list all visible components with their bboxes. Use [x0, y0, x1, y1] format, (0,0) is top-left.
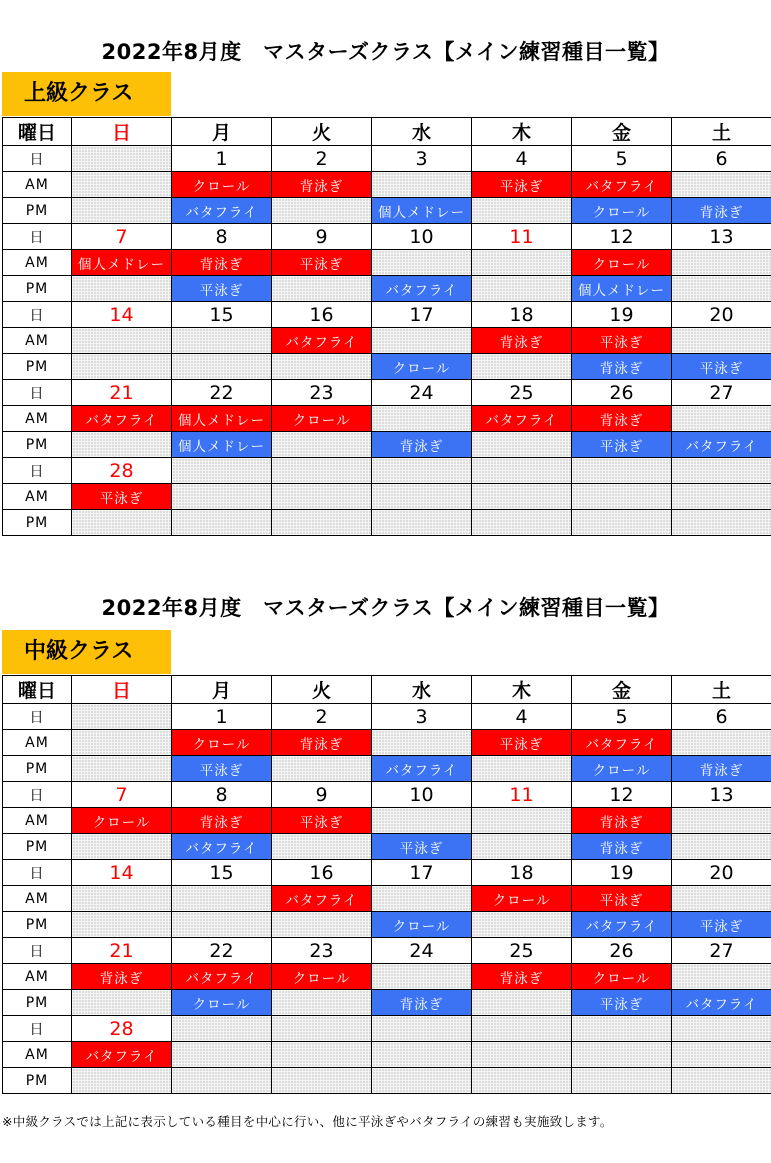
- am-row: [3, 886, 771, 912]
- empty-cell: [272, 990, 372, 1016]
- row-label: PM: [3, 990, 72, 1016]
- empty-cell: [572, 510, 672, 536]
- empty-cell: [272, 756, 372, 782]
- pm-event: クロール: [372, 912, 472, 938]
- weekday-header: 木: [472, 118, 572, 146]
- date-cell: 5: [572, 146, 672, 172]
- date-cell: 16: [272, 302, 372, 328]
- am-row: [3, 964, 771, 990]
- empty-cell: [172, 484, 272, 510]
- pm-event: バタフライ: [672, 432, 771, 458]
- pm-event: 平泳ぎ: [372, 834, 472, 860]
- pm-event: バタフライ: [672, 990, 771, 1016]
- empty-cell: [372, 886, 472, 912]
- empty-cell: [372, 328, 472, 354]
- pm-event: クロール: [172, 990, 272, 1016]
- date-cell: 18: [472, 860, 572, 886]
- pm-event: 平泳ぎ: [572, 990, 672, 1016]
- empty-cell: [472, 1016, 572, 1042]
- row-label: PM: [3, 1068, 72, 1094]
- date-cell: 1: [172, 704, 272, 730]
- pm-event: 背泳ぎ: [372, 432, 472, 458]
- row-label: AM: [3, 808, 72, 834]
- date-cell: 14: [72, 302, 172, 328]
- pm-row: [3, 354, 771, 380]
- date-row: [3, 380, 771, 406]
- date-row: [3, 146, 771, 172]
- date-cell: 27: [672, 938, 771, 964]
- am-event: 個人メドレー: [172, 406, 272, 432]
- pm-event: 平泳ぎ: [172, 756, 272, 782]
- row-label: 曜日: [3, 118, 72, 146]
- am-event: 背泳ぎ: [472, 328, 572, 354]
- date-cell: 7: [72, 782, 172, 808]
- row-label: PM: [3, 834, 72, 860]
- date-cell: 2: [272, 146, 372, 172]
- row-label: 日: [3, 1016, 72, 1042]
- empty-cell: [372, 458, 472, 484]
- row-label: PM: [3, 432, 72, 458]
- am-row: [3, 406, 771, 432]
- empty-cell: [272, 276, 372, 302]
- empty-cell: [72, 510, 172, 536]
- empty-cell: [272, 484, 372, 510]
- empty-cell: [72, 354, 172, 380]
- page-title: 2022年8月度 マスターズクラス【メイン練習種目一覧】: [101, 40, 670, 64]
- am-event: クロール: [72, 808, 172, 834]
- empty-cell: [72, 730, 172, 756]
- empty-cell: [672, 834, 771, 860]
- empty-cell: [472, 432, 572, 458]
- date-cell: 23: [272, 380, 372, 406]
- row-label: 日: [3, 860, 72, 886]
- am-event: クロール: [472, 886, 572, 912]
- date-cell: 11: [472, 224, 572, 250]
- am-event: クロール: [572, 250, 672, 276]
- date-cell: 26: [572, 938, 672, 964]
- empty-cell: [372, 1068, 472, 1094]
- am-event: バタフライ: [272, 328, 372, 354]
- pm-row: [3, 432, 771, 458]
- empty-cell: [72, 328, 172, 354]
- pm-event: バタフライ: [372, 756, 472, 782]
- date-cell: 19: [572, 860, 672, 886]
- am-event: 平泳ぎ: [572, 328, 672, 354]
- am-event: 平泳ぎ: [472, 730, 572, 756]
- date-cell: 7: [72, 224, 172, 250]
- empty-cell: [272, 458, 372, 484]
- pm-event: 平泳ぎ: [672, 354, 771, 380]
- empty-cell: [472, 510, 572, 536]
- am-row: [3, 484, 771, 510]
- date-cell: 25: [472, 938, 572, 964]
- pm-event: 平泳ぎ: [672, 912, 771, 938]
- date-cell: 5: [572, 704, 672, 730]
- empty-cell: [272, 1016, 372, 1042]
- date-cell: 20: [672, 860, 771, 886]
- weekday-header: 月: [172, 118, 272, 146]
- am-row: [3, 1042, 771, 1068]
- empty-cell: [372, 964, 472, 990]
- empty-cell: [372, 406, 472, 432]
- date-cell: 23: [272, 938, 372, 964]
- empty-cell: [472, 912, 572, 938]
- empty-cell: [672, 964, 771, 990]
- weekday-header: 土: [672, 676, 771, 704]
- empty-cell: [672, 458, 771, 484]
- date-row: [3, 938, 771, 964]
- am-event: 平泳ぎ: [272, 808, 372, 834]
- date-cell: 22: [172, 938, 272, 964]
- date-cell: 9: [272, 224, 372, 250]
- row-label: AM: [3, 484, 72, 510]
- date-cell: 11: [472, 782, 572, 808]
- empty-cell: [672, 406, 771, 432]
- empty-cell: [272, 432, 372, 458]
- empty-cell: [272, 354, 372, 380]
- empty-cell: [472, 250, 572, 276]
- pm-event: 個人メドレー: [372, 198, 472, 224]
- empty-cell: [72, 146, 172, 172]
- empty-cell: [672, 886, 771, 912]
- am-event: 背泳ぎ: [72, 964, 172, 990]
- date-cell: 16: [272, 860, 372, 886]
- empty-cell: [172, 354, 272, 380]
- row-label: 日: [3, 938, 72, 964]
- date-cell: 6: [672, 704, 771, 730]
- class-label: 中級クラス: [2, 630, 171, 674]
- row-label: AM: [3, 406, 72, 432]
- row-label: AM: [3, 886, 72, 912]
- row-label: AM: [3, 730, 72, 756]
- pm-event: クロール: [572, 756, 672, 782]
- row-label: 日: [3, 704, 72, 730]
- weekday-header: 木: [472, 676, 572, 704]
- pm-row: [3, 198, 771, 224]
- pm-event: 背泳ぎ: [372, 990, 472, 1016]
- am-event: クロール: [272, 964, 372, 990]
- schedule-table: [2, 117, 771, 536]
- weekday-header: 日: [72, 118, 172, 146]
- empty-cell: [472, 834, 572, 860]
- am-event: クロール: [172, 730, 272, 756]
- weekday-header: 火: [272, 118, 372, 146]
- am-event: バタフライ: [172, 964, 272, 990]
- row-label: AM: [3, 250, 72, 276]
- date-row: [3, 458, 771, 484]
- am-event: バタフライ: [72, 1042, 172, 1068]
- am-event: 個人メドレー: [72, 250, 172, 276]
- empty-cell: [672, 1042, 771, 1068]
- date-row: [3, 704, 771, 730]
- empty-cell: [72, 704, 172, 730]
- date-cell: 15: [172, 860, 272, 886]
- pm-event: クロール: [572, 198, 672, 224]
- row-label: PM: [3, 912, 72, 938]
- empty-cell: [272, 912, 372, 938]
- date-cell: 17: [372, 302, 472, 328]
- pm-row: [3, 756, 771, 782]
- date-cell: 2: [272, 704, 372, 730]
- row-label: 日: [3, 224, 72, 250]
- row-label: PM: [3, 756, 72, 782]
- empty-cell: [72, 432, 172, 458]
- date-cell: 28: [72, 458, 172, 484]
- date-cell: 18: [472, 302, 572, 328]
- pm-row: [3, 990, 771, 1016]
- date-cell: 13: [672, 224, 771, 250]
- row-label: 日: [3, 380, 72, 406]
- pm-event: バタフライ: [572, 912, 672, 938]
- am-row: [3, 172, 771, 198]
- empty-cell: [72, 990, 172, 1016]
- date-cell: 28: [72, 1016, 172, 1042]
- am-event: クロール: [272, 406, 372, 432]
- empty-cell: [672, 172, 771, 198]
- empty-cell: [472, 198, 572, 224]
- pm-event: 背泳ぎ: [672, 756, 771, 782]
- am-event: バタフライ: [572, 730, 672, 756]
- date-cell: 26: [572, 380, 672, 406]
- class-label: 上級クラス: [2, 72, 171, 116]
- pm-event: バタフライ: [172, 198, 272, 224]
- pm-event: バタフライ: [172, 834, 272, 860]
- am-event: 背泳ぎ: [572, 406, 672, 432]
- pm-row: [3, 834, 771, 860]
- date-cell: 22: [172, 380, 272, 406]
- row-label: 日: [3, 302, 72, 328]
- date-cell: 4: [472, 146, 572, 172]
- empty-cell: [472, 808, 572, 834]
- empty-cell: [672, 276, 771, 302]
- empty-cell: [272, 510, 372, 536]
- date-cell: 3: [372, 146, 472, 172]
- am-event: クロール: [172, 172, 272, 198]
- empty-cell: [372, 1016, 472, 1042]
- empty-cell: [672, 510, 771, 536]
- am-event: バタフライ: [472, 406, 572, 432]
- pm-event: バタフライ: [372, 276, 472, 302]
- date-cell: 24: [372, 938, 472, 964]
- empty-cell: [672, 484, 771, 510]
- date-cell: 8: [172, 782, 272, 808]
- date-row: [3, 782, 771, 808]
- empty-cell: [172, 1068, 272, 1094]
- empty-cell: [372, 730, 472, 756]
- empty-cell: [172, 886, 272, 912]
- empty-cell: [172, 912, 272, 938]
- row-label: AM: [3, 1042, 72, 1068]
- empty-cell: [72, 276, 172, 302]
- date-cell: 8: [172, 224, 272, 250]
- empty-cell: [572, 1042, 672, 1068]
- date-row: [3, 1016, 771, 1042]
- weekday-header: 火: [272, 676, 372, 704]
- date-cell: 10: [372, 782, 472, 808]
- empty-cell: [172, 510, 272, 536]
- empty-cell: [272, 1068, 372, 1094]
- date-row: [3, 302, 771, 328]
- date-cell: 9: [272, 782, 372, 808]
- empty-cell: [472, 990, 572, 1016]
- pm-event: クロール: [372, 354, 472, 380]
- empty-cell: [172, 1042, 272, 1068]
- am-event: バタフライ: [272, 886, 372, 912]
- empty-cell: [172, 1016, 272, 1042]
- date-cell: 15: [172, 302, 272, 328]
- date-cell: 13: [672, 782, 771, 808]
- am-event: 平泳ぎ: [72, 484, 172, 510]
- row-label: 日: [3, 782, 72, 808]
- weekday-header-row: [3, 676, 771, 704]
- am-row: [3, 328, 771, 354]
- empty-cell: [72, 834, 172, 860]
- date-cell: 20: [672, 302, 771, 328]
- empty-cell: [572, 1068, 672, 1094]
- row-label: 日: [3, 458, 72, 484]
- am-event: 背泳ぎ: [272, 172, 372, 198]
- empty-cell: [472, 756, 572, 782]
- weekday-header: 日: [72, 676, 172, 704]
- empty-cell: [272, 1042, 372, 1068]
- pm-event: 背泳ぎ: [672, 198, 771, 224]
- pm-event: 平泳ぎ: [172, 276, 272, 302]
- am-row: [3, 250, 771, 276]
- empty-cell: [672, 1068, 771, 1094]
- date-cell: 27: [672, 380, 771, 406]
- footnote: ※中級クラスでは上記に表示している種目を中心に行い、他に平泳ぎやバタフライの練習も実施致します。: [2, 1114, 613, 1129]
- date-cell: 17: [372, 860, 472, 886]
- am-event: 背泳ぎ: [272, 730, 372, 756]
- am-event: クロール: [572, 964, 672, 990]
- page-title: 2022年8月度 マスターズクラス【メイン練習種目一覧】: [101, 596, 670, 620]
- date-cell: 12: [572, 782, 672, 808]
- weekday-header: 金: [572, 118, 672, 146]
- empty-cell: [672, 250, 771, 276]
- am-event: バタフライ: [572, 172, 672, 198]
- pm-event: 背泳ぎ: [572, 834, 672, 860]
- pm-event: 個人メドレー: [172, 432, 272, 458]
- date-cell: 25: [472, 380, 572, 406]
- empty-cell: [272, 198, 372, 224]
- empty-cell: [472, 1068, 572, 1094]
- date-cell: 14: [72, 860, 172, 886]
- empty-cell: [572, 1016, 672, 1042]
- empty-cell: [572, 458, 672, 484]
- am-event: バタフライ: [72, 406, 172, 432]
- empty-cell: [572, 484, 672, 510]
- empty-cell: [472, 276, 572, 302]
- empty-cell: [672, 1016, 771, 1042]
- empty-cell: [72, 198, 172, 224]
- weekday-header: 水: [372, 118, 472, 146]
- am-event: 背泳ぎ: [572, 808, 672, 834]
- weekday-header: 月: [172, 676, 272, 704]
- empty-cell: [672, 730, 771, 756]
- date-cell: 3: [372, 704, 472, 730]
- empty-cell: [72, 886, 172, 912]
- empty-cell: [172, 458, 272, 484]
- empty-cell: [372, 172, 472, 198]
- pm-event: 個人メドレー: [572, 276, 672, 302]
- row-label: PM: [3, 510, 72, 536]
- row-label: AM: [3, 172, 72, 198]
- am-event: 平泳ぎ: [272, 250, 372, 276]
- empty-cell: [372, 484, 472, 510]
- empty-cell: [472, 1042, 572, 1068]
- schedule-table: [2, 675, 771, 1094]
- empty-cell: [472, 458, 572, 484]
- empty-cell: [472, 484, 572, 510]
- am-event: 平泳ぎ: [472, 172, 572, 198]
- empty-cell: [72, 912, 172, 938]
- date-cell: 19: [572, 302, 672, 328]
- date-row: [3, 860, 771, 886]
- am-event: 平泳ぎ: [572, 886, 672, 912]
- pm-event: 平泳ぎ: [572, 432, 672, 458]
- am-event: 背泳ぎ: [172, 808, 272, 834]
- pm-row: [3, 276, 771, 302]
- weekday-header-row: [3, 118, 771, 146]
- row-label: 曜日: [3, 676, 72, 704]
- am-row: [3, 808, 771, 834]
- empty-cell: [372, 808, 472, 834]
- am-event: 背泳ぎ: [172, 250, 272, 276]
- empty-cell: [372, 510, 472, 536]
- date-row: [3, 224, 771, 250]
- pm-row: [3, 1068, 771, 1094]
- date-cell: 21: [72, 938, 172, 964]
- empty-cell: [172, 328, 272, 354]
- empty-cell: [372, 1042, 472, 1068]
- row-label: AM: [3, 964, 72, 990]
- empty-cell: [372, 250, 472, 276]
- pm-row: [3, 912, 771, 938]
- date-cell: 10: [372, 224, 472, 250]
- am-event: 背泳ぎ: [472, 964, 572, 990]
- date-cell: 6: [672, 146, 771, 172]
- empty-cell: [672, 808, 771, 834]
- date-cell: 1: [172, 146, 272, 172]
- empty-cell: [72, 1068, 172, 1094]
- weekday-header: 土: [672, 118, 771, 146]
- empty-cell: [72, 172, 172, 198]
- date-cell: 24: [372, 380, 472, 406]
- weekday-header: 水: [372, 676, 472, 704]
- empty-cell: [72, 756, 172, 782]
- date-cell: 21: [72, 380, 172, 406]
- date-cell: 12: [572, 224, 672, 250]
- empty-cell: [472, 354, 572, 380]
- empty-cell: [272, 834, 372, 860]
- pm-row: [3, 510, 771, 536]
- empty-cell: [672, 328, 771, 354]
- weekday-header: 金: [572, 676, 672, 704]
- row-label: PM: [3, 198, 72, 224]
- pm-event: 背泳ぎ: [572, 354, 672, 380]
- row-label: PM: [3, 276, 72, 302]
- am-row: [3, 730, 771, 756]
- row-label: AM: [3, 328, 72, 354]
- date-cell: 4: [472, 704, 572, 730]
- row-label: PM: [3, 354, 72, 380]
- row-label: 日: [3, 146, 72, 172]
